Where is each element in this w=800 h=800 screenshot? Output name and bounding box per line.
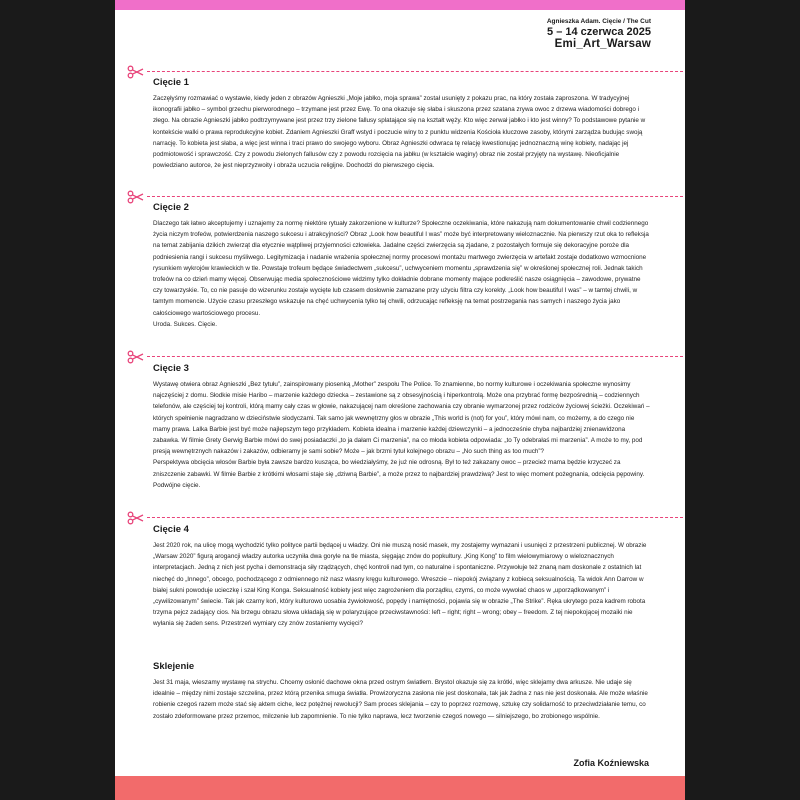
section-paragraph: Jest 31 maja, wieszamy wystawę na strychu. Chcemy osłonić dachowe okna przed ostrym światłem. Brystol okazuje się za krótki, więc sklejamy dwa arkusze. Nie udaje się idealnie – między nimi zostaje szczelina, przez którą przenika smuga światła. Prowizoryczna zasłona nie jest doskonała, tak jak żadna z nas nie jest doskonała. Ale może właśnie robienie czegoś razem może stać się aktem ciche, lecz potężnej rewolucji? Sam proces sklejania – czy to poprzez rozmowę, sztukę czy solidarność to przeciwdziałanie temu, co zostało zdeformowane przez przemoc, milczenie lub zapomnienie. To nie tylko naprawa, lecz tworzenie czegoś nowego — silniejszego, bo zrobionego wspólnie. bbox=[153, 679, 648, 720]
author-signature: Zofia Koźniewska bbox=[573, 758, 649, 768]
artist-title: Agnieszka Adam. Cięcie / The Cut bbox=[546, 18, 651, 25]
dashed-cut-line bbox=[147, 517, 683, 518]
section-paragraph: Dlaczego tak łatwo akceptujemy i uznajemy za normę niektóre rytuały zakorzenione w kulturze? Społeczne oczekiwania, które nakazują nam dokumentowanie chwil codziennego życia niczym trofeów, potwierdzenia naszego sukcesu i atrakcyjności? Obraz „Look how beautiful I was” może być interpretowany wieloznacznie. Na pierwszy rzut oka to refleksja na temat zabijania dzikich zwierząt dla etycznie wątpliwej przyjemności człowieka. Jadalne części zwierzęcia są zjadane, z pozostałych formuje się dekoracyjne poroże dla podniesienia rangi i sukcesu myśliwego. Legitymizacja i nadanie wrażenia społecznej normy procesowi montażu martwego zwierzęcia w artefakt zostaje dodatkowo wzmocnione rysunkiem wykrojów krawieckich w tle. Powstaje trofeum będące świadectwem „sukcesu”, uchwyceniem momentu „sprawdzenia się” w określonej społecznej roli. Jednak takich trofeów na co dzień mamy więcej. Obserwując media społecznościowe widzimy tylko dokładnie dobrane momenty mające podkreślić nasze osiągnięcia – zawodowe, prywatne czy towarzyskie. To, co nie pasuje do wizerunku zostaje wycięte lub czasem dosłownie zamazane przy użyciu filtra czy korekty. „Look how beautiful I was” – w tamtej chwili, w tamtym momencie. Użycie czasu przeszłego wskazuje na chęć uchwycenia tylko tej chwili, odrzucając refleksję na temat postrzegania nas samych i naszego życia jako całościowego wartościowego procesu. bbox=[153, 220, 649, 317]
section-paragraph: Zaczęłyśmy rozmawiać o wystawie, kiedy jeden z obrazów Agnieszki „Moje jabłko, moja sprawa” został usunięty z pokazu prac, na który została zaproszona. W tradycyjnej ikonografii jabłko – symbol grzechu pierworodnego – trzymane jest przez Ewę. To ona okazuje się słaba i skuszona przez szatana zrywa owoc z drzewa wiadomości dobrego i złego. Na obrazie Agnieszki jabłko podtrzymywane jest przez trzy zielone fallusy splatające się na kształt węży. Kto więc zerwał jabłko i kto jest winny? To podstawowe pytanie w kontekście walki o prawa reprodukcyjne kobiet. Zdaniem Agnieszki Graff wstyd i poczucie winy to z punktu widzenia Kościoła kluczowe zasoby, którymi zarządza budując swoją narrację. To kobieta jest słaba, a więc jest winna i traci prawo do swojego wyboru. Obraz Agnieszki odwraca tę relację kwestionując jednoznaczną winę kobiety, nadając jej podmiotowość i sprawczość. Czy z powodu zielonych fallusów czy z powodu rozcięcia na jabłku (w kształcie waginy) obraz nie został przyjęty na wystawę. Nieoficjalnie powiedziano autorce, że jest nieprzyzwoity i obraża uczucia religijne. Dochodzi do pierwszego cięcia. bbox=[153, 95, 646, 170]
page-header bbox=[547, 17, 651, 51]
section-ciecie-2 bbox=[153, 202, 651, 330]
top-pink-band bbox=[115, 0, 685, 10]
dashed-cut-line bbox=[147, 196, 683, 197]
section-paragraph: Perspektywa obcięcia włosów Barbie była zawsze bardzo kusząca, bo wiedziałyśmy, że już nie odrosną. Był to też zakazany owoc – przecież mama będzie krzyczeć za zniszczenie zabawki. W filmie Barbie z krótkimi włosami staje się „dziwną Barbie”, a może przez to najbardziej prawdziwą? Jest to więc moment pożegnania, odcięcia pępowiny. Podwójne cięcie. bbox=[153, 459, 645, 489]
section-title: Cięcie 2 bbox=[153, 202, 189, 213]
exhibition-text-page bbox=[115, 0, 685, 800]
exhibition-dates: 5 – 14 czerwca 2025 bbox=[547, 26, 651, 38]
dashed-cut-line bbox=[147, 71, 683, 72]
scissors-icon bbox=[127, 190, 145, 204]
organizer-name: Emi_Art_Warsaw bbox=[554, 38, 651, 50]
scissors-icon bbox=[127, 350, 145, 364]
cut-line-3 bbox=[127, 350, 683, 364]
cut-line-4 bbox=[127, 511, 683, 525]
section-paragraph: Uroda. Sukces. Cięcie. bbox=[153, 320, 218, 328]
section-title: Sklejenie bbox=[153, 661, 195, 672]
section-ciecie-1 bbox=[153, 77, 651, 171]
scissors-icon bbox=[127, 65, 145, 79]
section-paragraph: Wystawę otwiera obraz Agnieszki „Bez tytułu”, zainspirowany piosenką „Mother” zespołu The Police. To znamienne, bo normy kulturowe i oczekiwania społeczne wynosimy najczęściej z domu. Słodkie misie Haribo – marzenie każdego dziecka – zestawione są z obsesyjnością i hiperkontrolą. Może ona przybrać formę bezpośrednią – codziennych telefonów, ale częściej tej kontroli, którą mamy cały czas w głowie, nakazującej nam określone zachowania czy obranie wymarzonej przez rodziców życiowej ścieżki. Oczekiwań – których spełnienie nagradzano w dzieciństwie słodyczami. Tak samo jak wewnętrzny głos w obrazie „This world is (not) for you”, który mówi nam, co możemy, a do czego nie mamy prawa. Lalka Barbie jest być może najlepszym tego przykładem. Kobieta idealna i marzenie każdej dziewczynki – a jednocześnie chyba najbardziej znienawidzona zabawka. W filmie Grety Gerwig Barbie mówi do swej posiadaczki „to ja dałam Ci marzenia”, na co młoda kobieta odpowiada: „to Ty odebrałaś mi marzenia”. A może to my, pod presją wewnętrznych nakazów i zakazów, odbieramy je sami sobie? Może – jak brzmi tytuł kolejnego obrazu – „No such thing as too much”? bbox=[153, 381, 650, 456]
section-title: Cięcie 3 bbox=[153, 363, 189, 374]
bottom-coral-band bbox=[115, 776, 685, 800]
section-title: Cięcie 1 bbox=[153, 77, 189, 88]
section-ciecie-3 bbox=[153, 363, 651, 491]
dashed-cut-line bbox=[147, 356, 683, 357]
section-title: Cięcie 4 bbox=[153, 524, 189, 535]
section-sklejenie bbox=[153, 661, 651, 722]
section-paragraph: Jest 2020 rok, na ulicę mogą wychodzić tylko polityce partii będącej u władzy. Oni nie muszą nosić masek, my zostajemy wymazani i usunięci z przestrzeni publicznej. W obrazie „Warsaw 2020” figurą arogancji władzy autorka uczyniła dwa goryle na tle miasta, sięgając znów do popkultury. „King Kong” to film wielowymiarowy o wieloznacznych interpretacjach. Jedną z nich jest pycha i demonstracja siły rządzących, chęć kontroli nad tym, co naturalne i spontaniczne. Przywołuje też znaną nam doskonale z ostatnich lat niechęć do „Innego”, obcego, pochodzącego z odmiennego niż nasz własny kręgu kulturowego. Wreszcie – niepokój związany z kobiecą seksualnością. Ta widok Ann Darrow w białej sukni powoduje ucieczkę i szał King Konga. Seksualność kobiety jest więc zagrożeniem dla porządku, czymś, co może wywołać chaos w „uporządkowanym” i „cywilizowanym” świecie. Tak jak czarny koń, który kulturowo uosabia żywiołowość, popędy i namiętności, pojawia się w obrazie „The Strike”. Ręka ukrytego poza kadrem robota trzyma pejcz zadający cios. Na brzegu obrazu słowa układają się w polaryzujące przeciwstawności: left – right; right – wrong; obey – freedom. Z tej niepokojącej mozaiki nie wyłania się żaden sens. Przestrzeń wymiary czy znów zostaniemy wycięci? bbox=[153, 542, 647, 628]
scissors-icon bbox=[127, 511, 145, 525]
section-ciecie-4 bbox=[153, 524, 651, 630]
